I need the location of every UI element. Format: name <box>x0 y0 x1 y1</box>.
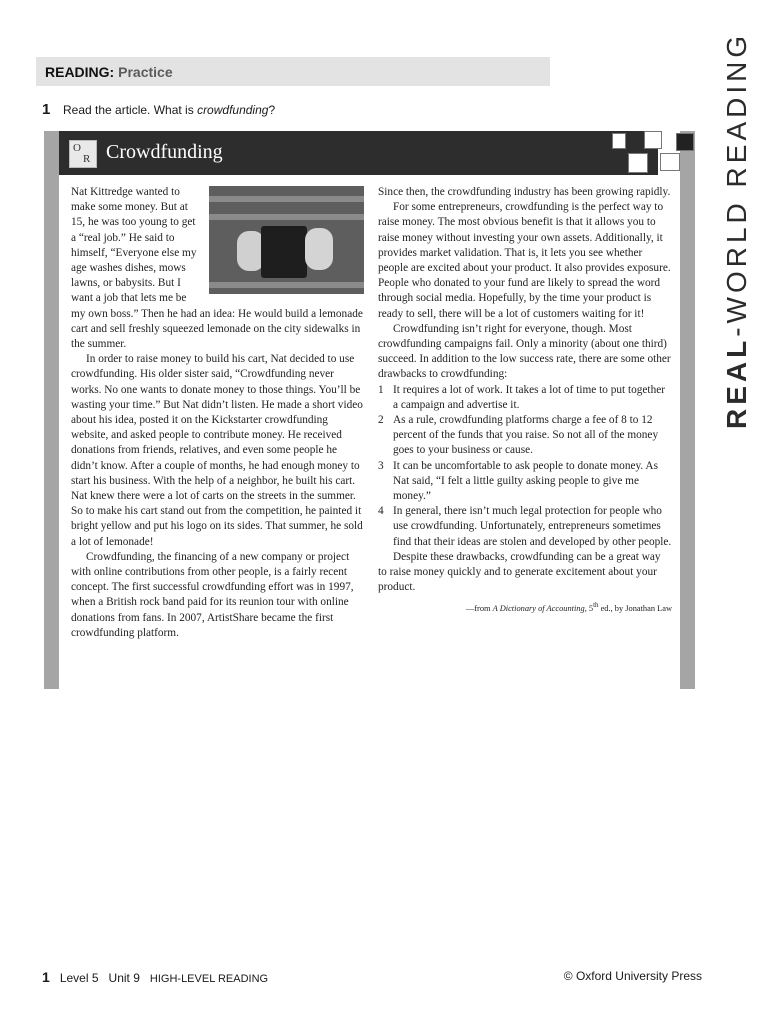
article-paragraph: For some entrepreneurs, crowdfunding is the perfect way to raise money. The most obvious benefit is that it allows you to raise money without investing your own assets. Additionally, it provides market validation. That is, it lets you see whether people are excited about your product. It also provides exposure. People who donated to your fund are likely to spread the word through social media. Hopefully, by the time your product is ready to sell, there will be a lot of customers waiting for it! <box>378 201 671 320</box>
logo-letter-o: O <box>73 142 81 154</box>
section-label: READING: <box>45 64 115 80</box>
article-source <box>378 598 672 616</box>
source-edition: , 5 <box>584 604 594 614</box>
drawbacks-list <box>378 383 672 550</box>
list-item-number: 3 <box>378 459 384 472</box>
article-paragraph: Since then, the crowdfunding industry has been growing rapidly. <box>378 186 671 198</box>
phone-icon <box>676 133 694 151</box>
question-text-end: ? <box>268 103 276 117</box>
source-edition-suffix: th <box>593 601 599 610</box>
question-text-start: Read the article. What is <box>63 103 198 117</box>
article-title: Crowdfunding <box>106 141 223 163</box>
article-left-column <box>71 185 364 641</box>
list-item-text: In general, there isn’t much legal protection for people who use crowdfunding. Unfortunately, entrepreneurs sometimes find that their ideas are stolen and developed by other people. <box>393 505 672 548</box>
list-item <box>378 383 672 413</box>
list-item <box>378 459 672 505</box>
list-item <box>378 504 672 550</box>
list-item-text: It can be uncomfortable to ask people to donate money. As Nat said, “I felt a little guilty asking people to give me money.” <box>393 459 658 503</box>
source-author: ed., by Jonathan Law <box>598 604 672 614</box>
list-item-text: As a rule, crowdfunding platforms charge a fee of 8 to 12 percent of the funds that you raise. So not all of the money goes to your business or cause. <box>393 414 659 457</box>
side-title-part2: -WORLD READING <box>721 31 752 337</box>
reading-logo-icon <box>69 140 97 168</box>
article-paragraph: Despite these drawbacks, crowdfunding can be a great way to raise money quickly and to generate excitement about your product. <box>378 550 661 594</box>
question-keyword: crowdfunding <box>197 103 269 117</box>
article-paragraph: In order to raise money to build his cart, Nat decided to use crowdfunding. His older sister said, “Crowdfunding never works. No one wants to donate money to those things. You’ll be wasting your time.” But Nat didn’t listen. He made a short video about his idea, posted it on the Kickstarter crowdfunding website, and asked people to contribute money. He received donations from friends, relatives, and even some people he didn’t know. After a couple of months, he had enough money to start his business. With the help of a neighbor, he built his cart. Nat knew there were a lot of carts on the streets in the summer. So to make his cart stand out from the competition, he painted it bright yellow and put his logo on its sides. That summer, he sold a lot of lemonade! <box>71 353 363 548</box>
list-item <box>378 413 672 459</box>
footer-level: Level 5 <box>59 971 99 985</box>
side-title-part1: REAL <box>721 336 752 429</box>
list-item-number: 1 <box>378 383 384 396</box>
footer-copyright: © Oxford University Press <box>563 969 702 983</box>
computer-icon <box>660 153 680 171</box>
list-item-text: It requires a lot of work. It takes a lot of time to put together a campaign and advertise it. <box>393 383 665 411</box>
home-icon <box>644 131 662 149</box>
article-paragraph: Nat Kittredge wanted to make some money. But at 15, he was too young to get a “real job.” He said to himself, “Everyone else my age washes dishes, mows lawns, or babysits. But I want a job that lets me be my own boss.” Then he had an idea: He would build a lemonade cart and sell freshly squeezed lemonade on the city sidewalks in the summer. <box>71 186 363 351</box>
decorative-icon-strip <box>612 131 696 177</box>
footer-unit: Unit 9 <box>108 971 140 985</box>
source-prefix: —from <box>465 604 493 614</box>
article-right-column <box>378 185 672 616</box>
article-title-bar <box>59 131 658 175</box>
source-book-title: A Dictionary of Accounting <box>492 604 585 614</box>
section-sublabel: Practice <box>118 64 173 80</box>
article-paragraph: Crowdfunding isn’t right for everyone, though. Most crowdfunding campaigns fail. Only a minority (about one third) succeed. In addition to the low success rate, there are some other drawbacks to crowdfunding: <box>378 322 671 381</box>
logo-letter-r: R <box>83 153 91 165</box>
question-text <box>63 103 275 117</box>
footer-left <box>42 969 268 985</box>
letter-a-icon <box>612 133 626 149</box>
heart-icon <box>628 153 648 173</box>
footer-page-number: 1 <box>42 969 50 985</box>
list-item-number: 2 <box>378 414 384 427</box>
list-item-number: 4 <box>378 505 384 518</box>
question-number: 1 <box>42 101 51 118</box>
section-header <box>36 57 550 86</box>
side-title <box>717 31 757 429</box>
footer-section: HIGH-LEVEL READING <box>149 973 269 985</box>
article-paragraph: Crowdfunding, the financing of a new company or project with online contributions from other people, is a fairly recent concept. The first successful crowdfunding effort was in 1997, when a British rock band paid for its reunion tour with online donations from fans. In 2007, ArtistShare became the first crowdfunding platform. <box>71 550 354 639</box>
article-photo <box>209 186 364 294</box>
